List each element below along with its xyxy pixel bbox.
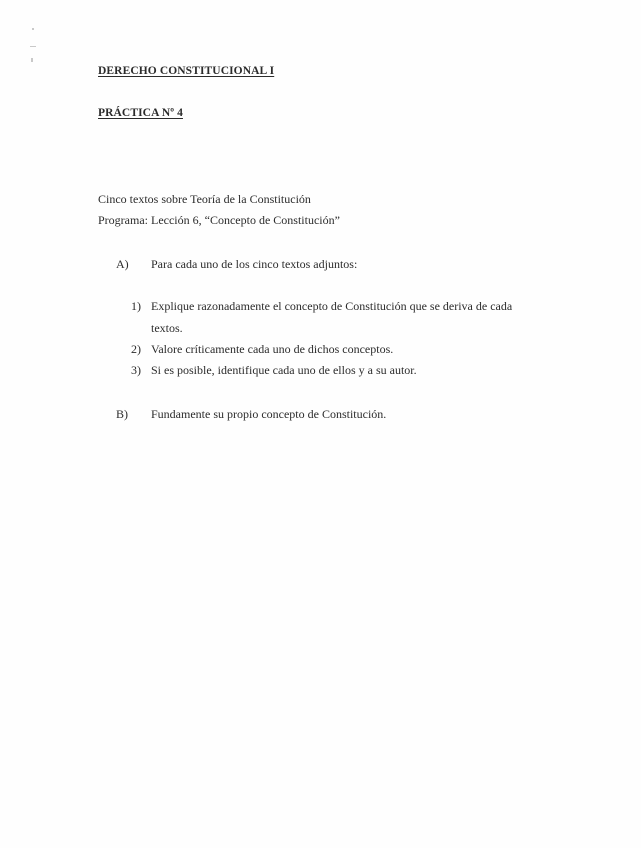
program-line: Programa: Lección 6, “Concepto de Constitución” <box>98 213 340 227</box>
section-b-text: Fundamente su propio concepto de Constitución. <box>151 407 387 421</box>
list-item-marker: 2) <box>131 342 141 356</box>
scan-mark <box>32 28 34 30</box>
list-item-marker: 1) <box>131 299 141 313</box>
list-item-text: Valore críticamente cada uno de dichos conceptos. <box>151 342 394 356</box>
list-item-marker: 3) <box>131 363 141 377</box>
list-item-text: Explique razonadamente el concepto de Constitución que se deriva de cada <box>151 299 513 313</box>
practice-title: PRÁCTICA Nº 4 <box>98 107 183 119</box>
document-subtitle: Cinco textos sobre Teoría de la Constitución <box>98 192 311 206</box>
list-item-text-continued: textos. <box>151 321 183 335</box>
scan-mark <box>31 58 33 62</box>
section-a-marker: A) <box>116 257 129 271</box>
section-b-marker: B) <box>116 407 128 421</box>
section-a-text: Para cada uno de los cinco textos adjuntos: <box>151 257 358 271</box>
scan-mark <box>30 46 36 47</box>
list-item-text: Si es posible, identifique cada uno de ellos y a su autor. <box>151 363 417 377</box>
course-title: DERECHO CONSTITUCIONAL I <box>98 65 275 77</box>
